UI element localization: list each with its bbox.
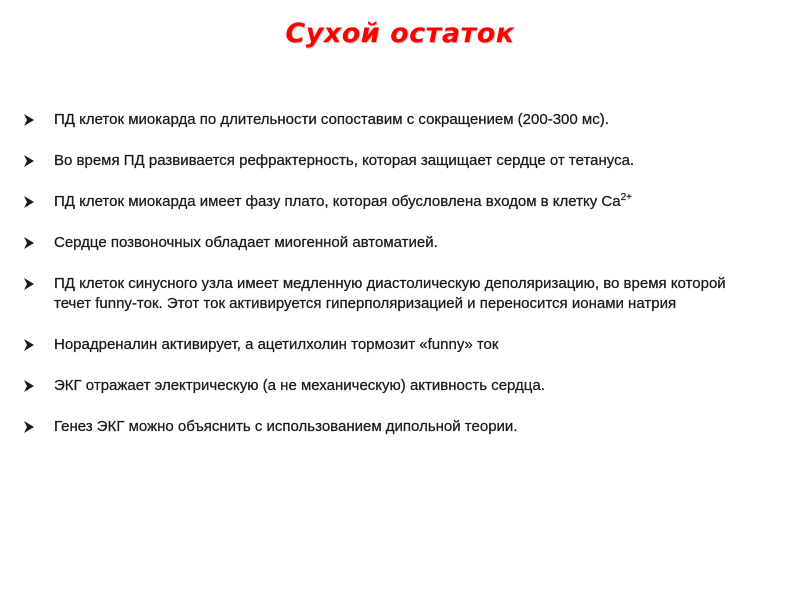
bullet-text: ПД клеток миокарда имеет фазу плато, которая обусловлена входом в клетку Ca: [54, 193, 621, 210]
arrowhead-bullet-icon: [22, 379, 36, 393]
bullet-text: Сердце позвоночных обладает миогенной автоматией.: [54, 234, 438, 251]
bullet-item: [22, 151, 762, 171]
bullet-item: [22, 376, 762, 396]
bullet-text: Норадреналин активирует, а ацетилхолин тормозит «funny» ток: [54, 336, 499, 353]
arrowhead-bullet-icon: [22, 338, 36, 352]
bullet-list: [22, 110, 762, 437]
bullet-item: [22, 110, 762, 130]
bullet-text: Во время ПД развивается рефрактерность, которая защищает сердце от тетануса.: [54, 152, 635, 169]
bullet-text: ПД клеток миокарда по длительности сопоставим с сокращением (200-300 мс).: [54, 111, 609, 128]
slide-title: Сухой остаток: [285, 18, 515, 49]
arrowhead-bullet-icon: [22, 420, 36, 434]
bullet-text: ПД клеток синусного узла имеет медленную диастолическую деполяризацию, во время которой течет funny-ток. Этот ток активируется гиперполяризацией и переносится ионами натрия: [54, 275, 726, 312]
arrowhead-bullet-icon: [22, 195, 36, 209]
bullet-text: ЭКГ отражает электрическую (а не механическую) активность сердца.: [54, 377, 545, 394]
arrowhead-bullet-icon: [22, 236, 36, 250]
superscript-charge: 2+: [620, 192, 632, 203]
bullet-item: [22, 233, 762, 253]
bullet-item: [22, 274, 762, 314]
bullet-text: Генез ЭКГ можно объяснить с использованием дипольной теории.: [54, 418, 518, 435]
bullet-item: [22, 417, 762, 437]
arrowhead-bullet-icon: [22, 277, 36, 291]
arrowhead-bullet-icon: [22, 113, 36, 127]
bullet-item: [22, 335, 762, 355]
bullet-item: [22, 192, 762, 212]
arrowhead-bullet-icon: [22, 154, 36, 168]
